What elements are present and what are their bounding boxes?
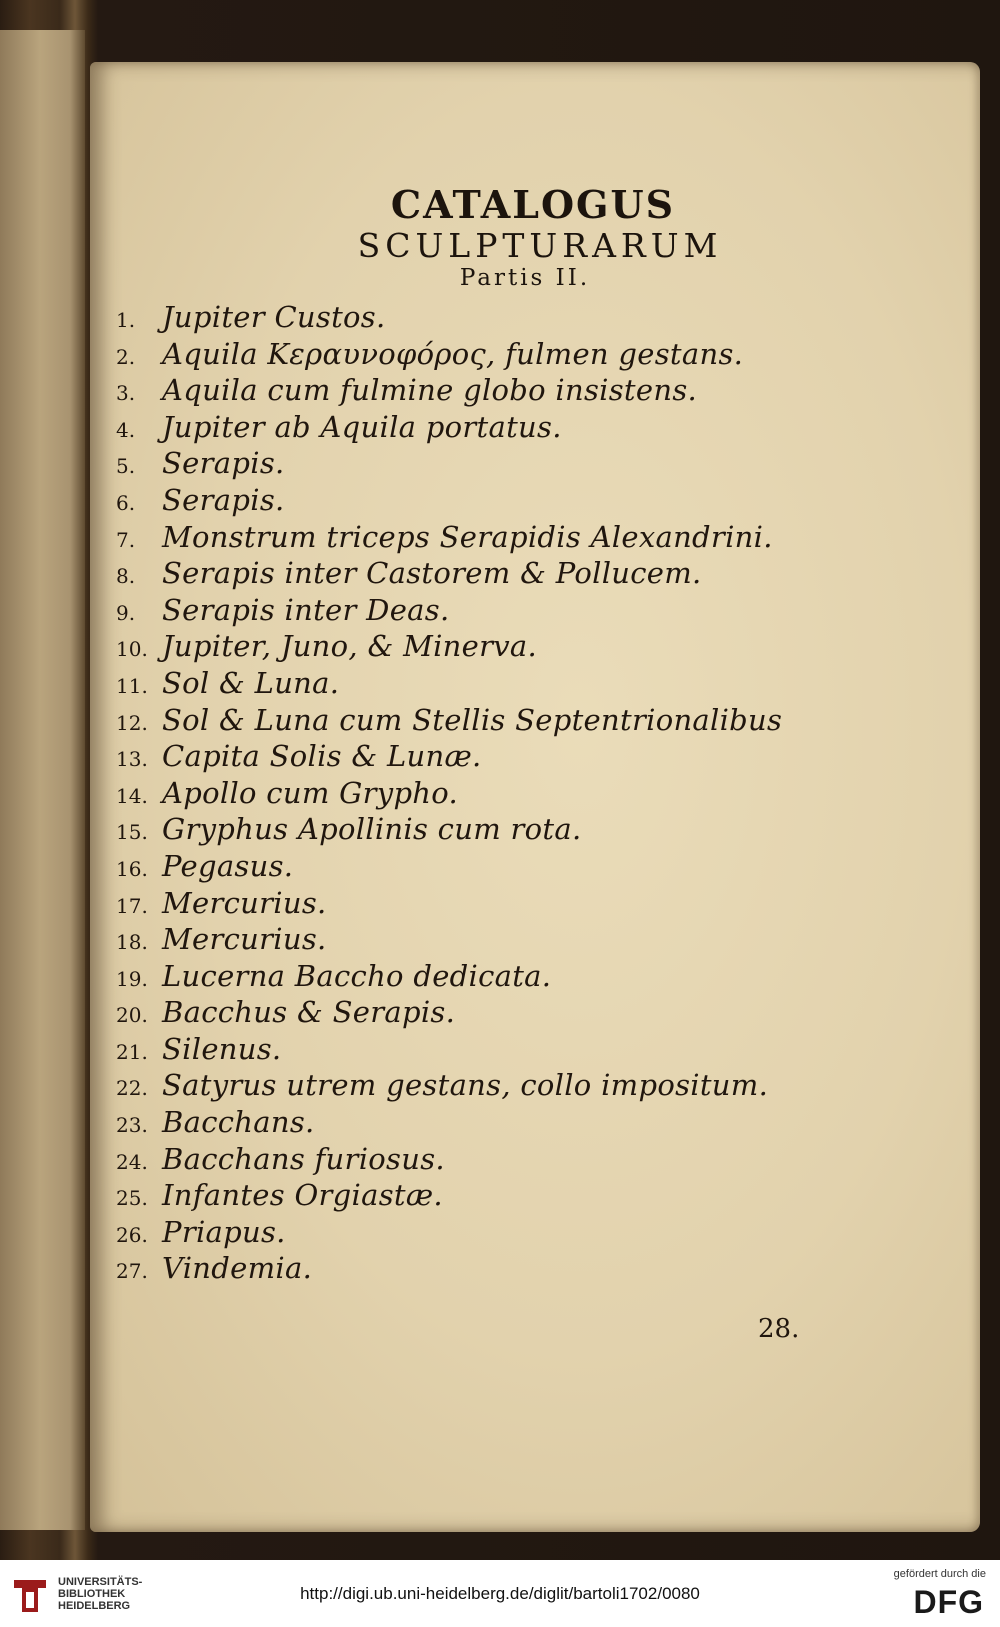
entry-number: 5. [116, 454, 136, 479]
entry-text: Serapis. [162, 482, 285, 517]
entry-text: Jupiter, Juno, & Minerva. [162, 629, 538, 664]
list-item [116, 776, 936, 813]
list-item [116, 849, 936, 886]
entry-text: Infantes Orgiastæ. [162, 1178, 443, 1213]
dfg-logo: DFG [913, 1584, 984, 1620]
page-number: 28. [758, 1314, 800, 1344]
entry-number: 17. [116, 893, 148, 918]
entry-text: Bacchans. [162, 1105, 315, 1140]
entry-text: Sol & Luna cum Stellis Septentrionalibus [162, 702, 783, 737]
entry-number: 24. [116, 1149, 148, 1174]
entry-text: Aquila Κεραυνοφόρος, fulmen gestans. [162, 336, 744, 371]
entry-number: 23. [116, 1113, 148, 1138]
entry-text: Vindemia. [162, 1251, 313, 1286]
list-item [116, 1032, 936, 1069]
entry-text: Aquila cum fulmine globo insistens. [162, 373, 698, 408]
list-item [116, 1215, 936, 1252]
entry-text: Serapis inter Deas. [162, 592, 450, 627]
entry-list [116, 300, 936, 1288]
entry-number: 6. [116, 490, 136, 515]
entry-text: Gryphus Apollinis cum rota. [162, 812, 582, 847]
entry-text: Monstrum triceps Serapidis Alexandrini. [162, 519, 773, 554]
list-item [116, 739, 936, 776]
list-item [116, 959, 936, 996]
list-item [116, 446, 936, 483]
entry-number: 11. [116, 673, 148, 698]
list-item [116, 995, 936, 1032]
entry-number: 9. [116, 600, 136, 625]
list-item [116, 1142, 936, 1179]
list-item [116, 410, 936, 447]
list-item [116, 300, 936, 337]
list-item [116, 812, 936, 849]
entry-number: 3. [116, 381, 136, 406]
entry-number: 7. [116, 527, 136, 552]
list-item [116, 1178, 936, 1215]
list-item [116, 629, 936, 666]
list-item [116, 1105, 936, 1142]
entry-text: Pegasus. [162, 848, 294, 883]
list-item [116, 703, 936, 740]
entry-text: Jupiter ab Aquila portatus. [162, 409, 562, 444]
entry-number: 27. [116, 1259, 148, 1284]
viewer-footer [0, 1560, 1000, 1627]
entry-number: 25. [116, 1186, 148, 1211]
funding-label: gefördert durch die [893, 1568, 986, 1580]
entry-text: Sol & Luna. [162, 665, 340, 700]
left-page-edge [0, 30, 85, 1530]
entry-text: Capita Solis & Lunæ. [162, 739, 482, 774]
list-item [116, 483, 936, 520]
permalink-url[interactable]: http://digi.ub.uni-heidelberg.de/diglit/bartoli1702/0080 [300, 1584, 700, 1603]
list-item [116, 520, 936, 557]
list-item [116, 666, 936, 703]
entry-text: Jupiter Custos. [162, 300, 386, 334]
list-item [116, 373, 936, 410]
entry-number: 13. [116, 747, 148, 772]
entry-number: 1. [116, 308, 136, 332]
list-item [116, 886, 936, 923]
catalog-title: CATALOGUS [390, 182, 676, 227]
entry-number: 16. [116, 856, 148, 881]
entry-text: Lucerna Baccho dedicata. [162, 958, 552, 993]
list-item [116, 922, 936, 959]
entry-text: Bacchus & Serapis. [162, 995, 456, 1030]
list-item [116, 1251, 936, 1288]
entry-number: 19. [116, 966, 148, 991]
entry-number: 22. [116, 1076, 148, 1101]
entry-text: Silenus. [162, 1031, 282, 1066]
entry-text: Serapis. [162, 446, 285, 481]
entry-number: 10. [116, 637, 148, 662]
entry-text: Apollo cum Grypho. [162, 775, 459, 810]
entry-number: 18. [116, 930, 148, 955]
book-page [90, 62, 980, 1532]
entry-number: 14. [116, 783, 148, 808]
entry-number: 8. [116, 564, 136, 589]
entry-text: Mercurius. [162, 885, 327, 920]
entry-text: Priapus. [162, 1214, 286, 1249]
entry-text: Serapis inter Castorem & Pollucem. [162, 556, 702, 591]
entry-number: 4. [116, 417, 136, 442]
catalog-subtitle: SCULPTURARUM [357, 226, 723, 265]
entry-text: Bacchans furiosus. [162, 1141, 445, 1176]
entry-number: 15. [116, 820, 148, 845]
entry-number: 20. [116, 1003, 148, 1028]
entry-text: Mercurius. [162, 922, 327, 957]
entry-text: Satyrus utrem gestans, collo impositum. [162, 1068, 769, 1103]
list-item [116, 593, 936, 630]
list-item [116, 337, 936, 374]
entry-number: 2. [116, 344, 136, 369]
entry-number: 21. [116, 1039, 148, 1064]
entry-number: 12. [116, 710, 148, 735]
catalog-part: Partis II. [459, 265, 591, 291]
entry-number: 26. [116, 1222, 148, 1247]
list-item [116, 1068, 936, 1105]
list-item [116, 556, 936, 593]
library-name: UNIVERSITÄTS- BIBLIOTHEK HEIDELBERG [58, 1576, 143, 1612]
